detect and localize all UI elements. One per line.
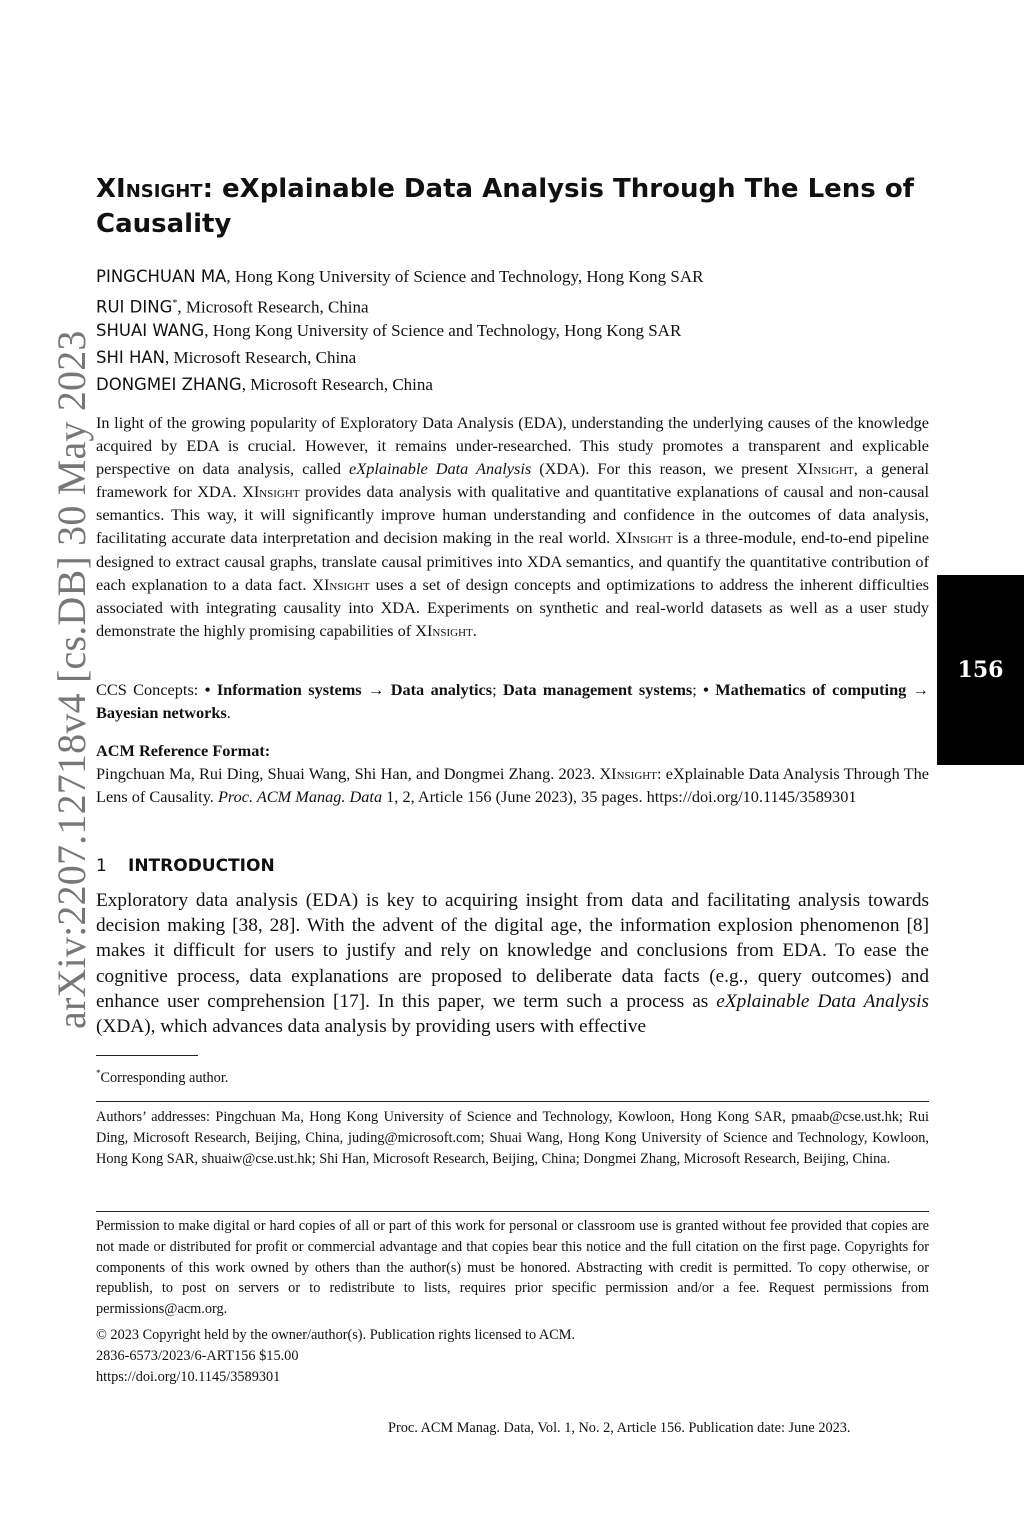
acm-reference-text: 1, 2, Article 156 (June 2023), 35 pages. xyxy=(382,787,643,807)
article-number: 156 xyxy=(957,657,1004,683)
section-heading xyxy=(96,856,275,876)
corresponding-mark: * xyxy=(172,298,178,309)
intro-text: (XDA), which advances data analysis by providing users with effective xyxy=(96,1016,647,1038)
ccs-concept: • Mathematics of computing → Bayesian networks xyxy=(96,680,929,723)
footnote-rule xyxy=(96,1055,198,1056)
ccs-separator: . xyxy=(226,703,231,723)
abstract-text: is a three-module, end-to-end pipeline designed to extract causal graphs, translate causal primitives into XDA semantics, and quantify the quantitative contribution of each explanation to a data fact. xyxy=(96,528,929,594)
system-name: XInsight xyxy=(415,620,473,640)
author-name: SHI HAN xyxy=(96,348,166,367)
intro-paragraph xyxy=(96,888,929,1039)
ccs-separator: ; xyxy=(692,680,704,699)
page-footer: Proc. ACM Manag. Data, Vol. 1, No. 2, Article 156. Publication date: June 2023. xyxy=(388,1420,851,1436)
footnote-text: Corresponding author. xyxy=(100,1069,229,1086)
author-name: DONGMEI ZHANG xyxy=(96,375,242,394)
abstract-text: In light of the growing popularity of Exploratory Data Analysis (EDA), understanding the underlying causes of the knowledge acquired by EDA is crucial. However, it remains under-researched. This study promotes a transparent and explicable perspective on data analysis, called xyxy=(96,413,929,479)
acm-reference-text: : eXplainable Data Analysis Through The Lens of Causality. xyxy=(96,764,929,807)
author-name: SHUAI WANG xyxy=(96,321,205,340)
authors-addresses: Authors’ addresses: Pingchuan Ma, Hong Kong University of Science and Technology, Kowloon, Hong Kong SAR, pmaab@cse.ust.hk; Rui Ding, Microsoft Research, Beijing, China, juding@microsoft.com; Shuai Wang, Hong Kong University of Science and Technology, Kowloon, Hong Kong SAR, shuaiw@cse.ust.hk; Shi Han, Microsoft Research, Beijing, China; Dongmei Zhang, Microsoft Research, Beijing, China. xyxy=(96,1109,929,1167)
system-name: XInsight xyxy=(796,459,854,479)
copyright-line: © 2023 Copyright held by the owner/author(s). Publication rights licensed to ACM. xyxy=(96,1327,576,1343)
author-affiliation: , Hong Kong University of Science and Technology, Hong Kong SAR xyxy=(204,321,682,340)
abstract-text: provides data analysis with qualitative and quantitative explanations of causal and non-causal semantics. This way, it will significantly improve human understanding and confidence in the outcomes of data analysis, facilitating accurate data interpretation and decision making in the real world. xyxy=(96,482,930,548)
author-affiliation: , Hong Kong University of Science and Technology, Hong Kong SAR xyxy=(226,267,704,286)
ccs-label: CCS Concepts: xyxy=(96,680,205,699)
author-line xyxy=(96,266,703,288)
system-name: XInsight xyxy=(242,482,300,502)
title-text: : eXplainable Data Analysis Through The Lens of Causality xyxy=(96,174,914,239)
author-line xyxy=(96,374,433,396)
acm-reference-text: Pingchuan Ma, Rui Ding, Shuai Wang, Shi Han, and Dongmei Zhang. 2023. xyxy=(96,764,600,784)
author-affiliation: , Microsoft Research, China xyxy=(177,297,369,317)
ccs-concept: • Information systems → Data analytics xyxy=(204,680,493,699)
issn-line: 2836-6573/2023/6-ART156 $15.00 xyxy=(96,1348,299,1364)
footnote-mark: * xyxy=(96,1068,101,1078)
author-affiliation: , Microsoft Research, China xyxy=(165,348,357,367)
abstract-text: uses a set of design concepts and optimizations to address the inherent difficulties associated with integrating causality into XDA. Experiments on synthetic and real-world datasets as well as a user study demonstrate the highly promising capabilities of xyxy=(96,574,930,640)
ccs-concepts xyxy=(96,678,929,724)
doi-line[interactable]: https://doi.org/10.1145/3589301 xyxy=(96,1369,281,1385)
abstract xyxy=(96,411,929,642)
acm-reference xyxy=(96,739,929,808)
paper-title xyxy=(96,172,916,242)
system-name: XInsight xyxy=(615,528,673,548)
author-name: RUI DING xyxy=(96,297,173,317)
abstract-text: (XDA). For this reason, we present xyxy=(531,459,797,479)
intro-text: Exploratory data analysis (EDA) is key to acquiring insight from data and facilitating analysis towards decision making [38, 28]. With the advent of the digital age, the information explosion phenomenon [8] makes it difficult for users to justify and rely on knowledge and conclusions from EDA. To ease the cognitive process, data explanations are proposed to deliberate data facts (e.g., query outcomes) and enhance user comprehension [17]. In this paper, we term such a process as xyxy=(96,890,929,1012)
system-name: XInsight xyxy=(312,574,370,594)
abstract-text: . xyxy=(472,620,477,640)
ccs-concept: Data management systems xyxy=(503,680,693,699)
system-name: XInsight xyxy=(96,174,203,204)
author-line xyxy=(96,293,369,319)
system-name: XInsight xyxy=(599,764,657,784)
abstract-emphasis: eXplainable Data Analysis xyxy=(349,459,532,479)
journal-name: Proc. ACM Manag. Data xyxy=(217,787,383,807)
author-name: PINGCHUAN MA xyxy=(96,267,227,286)
author-line xyxy=(96,320,681,342)
author-line xyxy=(96,347,356,369)
intro-emphasis: eXplainable Data Analysis xyxy=(716,990,929,1012)
abstract-text: , a general framework for XDA. xyxy=(96,459,929,502)
permission-notice: Permission to make digital or hard copies of all or part of this work for personal or classroom use is granted without fee provided that copies are not made or distributed for profit or commercial advantage and that copies bear this notice and the full citation on the first page. Copyrights for components of this work owned by others than the author(s) must be honored. Abstracting with credit is permitted. To copy otherwise, or republish, to post on servers or to redistribute to lists, requires prior specific permission and/or a fee. Request permissions from permissions@acm.org. xyxy=(96,1218,929,1318)
section-title: INTRODUCTION xyxy=(128,856,275,876)
footnote xyxy=(96,1063,929,1089)
acm-reference-heading: ACM Reference Format: xyxy=(96,741,271,760)
arxiv-side-label: arXiv:2207.12718v4 [cs.DB] 30 May 2023 xyxy=(49,330,94,1029)
doi-link[interactable]: https://doi.org/10.1145/3589301 xyxy=(646,787,857,807)
divider xyxy=(96,1211,929,1212)
section-number: 1 xyxy=(96,856,107,876)
article-number-tab xyxy=(937,575,1024,765)
ccs-separator: ; xyxy=(492,680,504,699)
author-affiliation: , Microsoft Research, China xyxy=(241,375,433,394)
divider xyxy=(96,1101,929,1102)
